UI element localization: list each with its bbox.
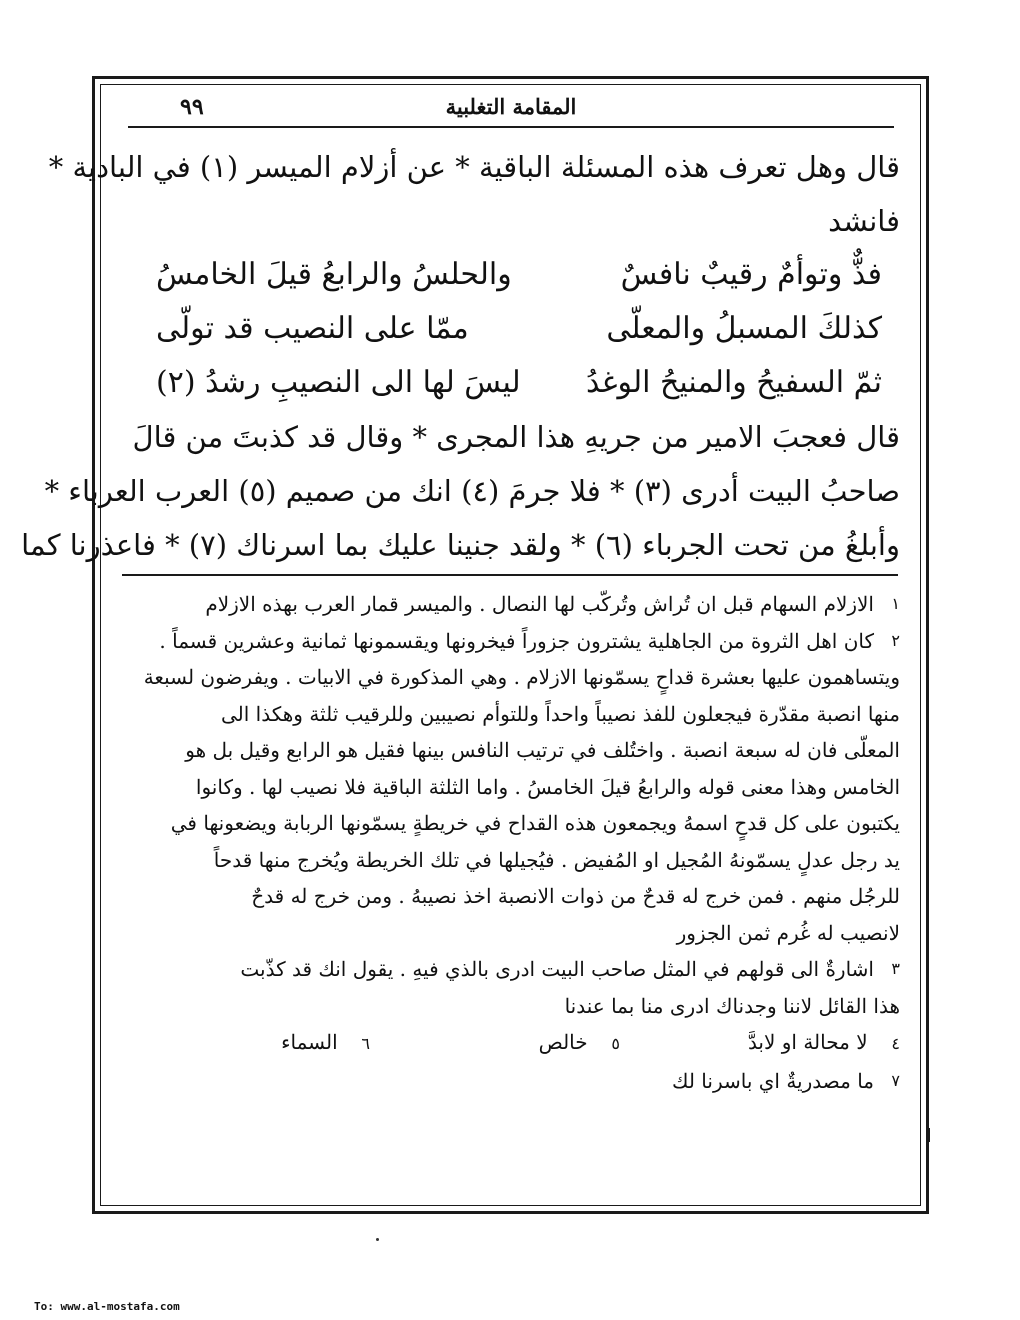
text-line: صاحبُ البيت أدرى (٣) * فلا جرمَ (٤) انك من صميم (٥) العرب العرباء *: [44, 474, 900, 508]
footnote-number: ٤: [891, 1034, 900, 1053]
header-rule: [128, 126, 894, 128]
footnote-text: اشارةٌ الى قولهم في المثل صاحب البيت ادرى بالذي فيهِ . يقول انك قد كذّبت: [240, 957, 874, 981]
footnote-continuation: المعلّى فان له سبعة انصبة . واختُلف في ترتيب النافس بينها فقيل هو الرابع وقيل بل هو: [185, 738, 900, 762]
footnote-continuation: يكتبون على كل قدحٍ اسمهُ ويجمعون هذه القداح في خريطةٍ يسمّونها الربابة ويضعونها في: [170, 811, 900, 835]
running-title: المقامة التغلبية: [445, 94, 577, 119]
poem: [120, 248, 900, 410]
footnote-text: لا محالة او لابدَّ: [747, 1030, 868, 1054]
footnote-7: [120, 1063, 900, 1100]
footnote-rule: [122, 574, 898, 576]
verse-hemistich-left: ليسَ لها الى النصيبِ رشدُ (٢): [156, 365, 521, 400]
footnote-text: السماء: [281, 1030, 338, 1054]
footnote-5: [370, 1024, 620, 1063]
footnote-text: ما مصدريةٌ اي باسرنا لك: [671, 1068, 874, 1093]
footnote-continuation: لانصيب له غُرم ثمن الجزور: [676, 920, 900, 945]
verse-hemistich-left: ممّا على النصيب قد تولّى: [156, 311, 469, 346]
footnote-2: [120, 623, 900, 660]
footnote-number: ٧: [891, 1070, 900, 1090]
footnote-number: ٢: [891, 630, 900, 650]
footnote-6: [190, 1024, 370, 1063]
main-text: [21, 140, 900, 572]
footnote-3: [120, 951, 900, 988]
footnote-continuation: للرجُل منهم . فمن خرج له قدحٌ من ذوات الانصبة اخذ نصيبهُ . ومن خرج له قدحٌ: [251, 884, 900, 908]
page-header: [128, 92, 894, 128]
footnotes: [120, 586, 900, 1099]
footnote-continuation: الخامس وهذا معنى قوله والرابعُ قيلَ الخامسُ . واما الثلثة الباقية فلا نصيب لها . وكانوا: [195, 774, 900, 799]
margin-mark: [926, 1128, 930, 1142]
footnote-text: خالص: [538, 1030, 588, 1054]
footnote-number: ١: [891, 594, 900, 613]
verse-hemistich-right: ثمّ السفيحُ والمنيحُ الوغدُ: [586, 365, 882, 400]
verse-line: [156, 248, 882, 302]
footnote-text: كان اهل الثروة من الجاهلية يشترون جزوراً فيخرونها ويقسمونها ثمانية وعشرين قسماً .: [159, 628, 874, 653]
footnote-continuation: يد رجل عدلٍ يسمّونهُ المُجيل او المُفيض . فيُجيلها في تلك الخريطة ويُخرج منها قدحاً: [213, 847, 900, 872]
footnote-text: الازلام السهام قبل ان تُراش وتُركّب لها النصال . والميسر قمار العرب بهذه الازلام: [205, 592, 874, 616]
footnote-number: ٥: [611, 1034, 620, 1053]
footnote-number: ٦: [361, 1034, 370, 1053]
footnote-number: ٣: [891, 959, 900, 978]
footnote-continuation: ويتساهمون عليها بعشرة قداحٍ يسمّونها الازلام . وهي المذكورة في الابيات . ويفرضون لسبعة: [143, 665, 900, 689]
text-line: وأبلغُ من تحت الجرباء (٦) * ولقد جنينا عليك بما اسرناك (٧) * فاعذرنا كما: [21, 528, 900, 562]
footnote-continuation: منها انصبة مقدّرة فيجعلون للفذ نصيباً واحداً وللتوأم نصيبين وللرقيب ثلثة وهكذا الى: [220, 701, 900, 726]
scan-speck: [376, 1238, 379, 1241]
text-line: قال وهل تعرف هذه المسئلة الباقية * عن أزلام الميسر (١) في البادية *: [48, 150, 900, 184]
footnote-4: [620, 1024, 900, 1063]
verse-hemistich-right: كذلكَ المسبلُ والمعلّى: [606, 311, 882, 346]
text-line: قال فعجبَ الامير من جريهِ هذا المجرى * وقال قد كذبتَ من قالَ: [132, 420, 900, 454]
source-footer: To: www.al-mostafa.com: [34, 1300, 180, 1313]
page-number: ٩٩: [180, 94, 204, 120]
verse-hemistich-right: فذٌّ وتوأمٌ رقيبٌ نافسٌ: [620, 257, 882, 292]
footnote-continuation: هذا القائل لاننا وجدناك ادرى منا بما عندنا: [564, 993, 900, 1018]
verse-line: [156, 356, 882, 410]
verse-hemistich-left: والحلسُ والرابعُ قيلَ الخامسُ: [156, 257, 512, 292]
verse-line: [156, 302, 882, 356]
footnote-1: [120, 586, 900, 623]
text-line: فانشد: [828, 204, 900, 238]
footnotes-4-5-6: [120, 1024, 900, 1063]
